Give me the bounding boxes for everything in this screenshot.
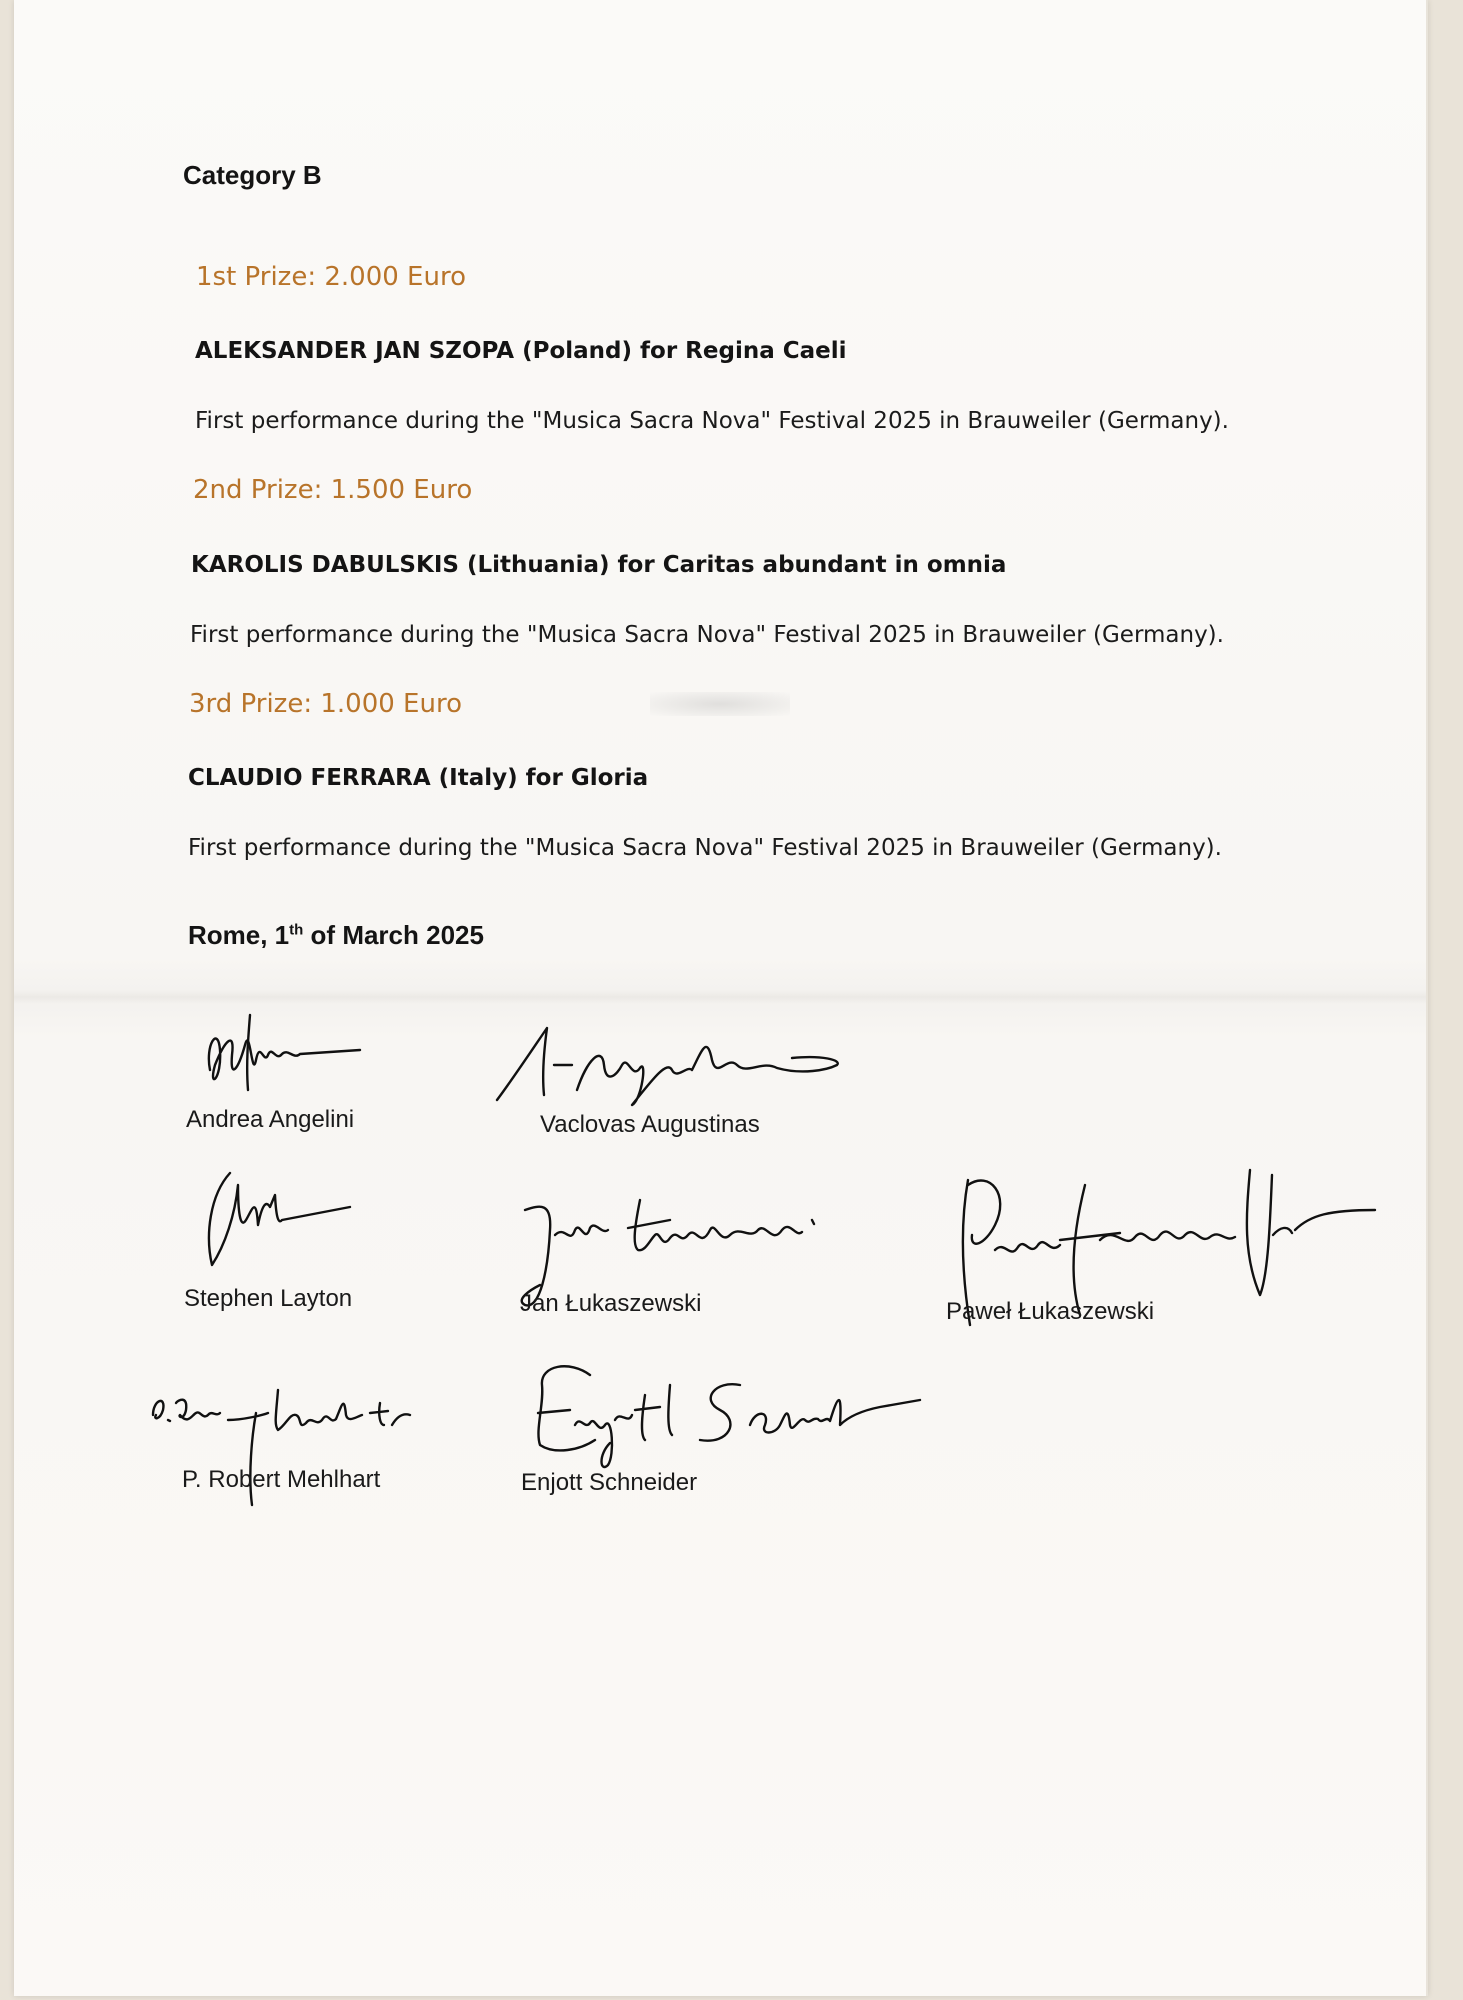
signature-stephen-layton (200, 1165, 360, 1275)
signature-p-robert-mehlhart (148, 1375, 418, 1515)
prize-3-performance: First performance during the "Musica Sacra Nova" Festival 2025 in Brauweiler (Germany). (188, 835, 1222, 861)
signature-enjott-schneider (520, 1355, 930, 1485)
signatory-name: Andrea Angelini (186, 1106, 355, 1133)
prize-3-winner: CLAUDIO FERRARA (Italy) for Gloria (188, 765, 649, 791)
prize-2-performance: First performance during the "Musica Sacra Nova" Festival 2025 in Brauweiler (Germany). (190, 622, 1224, 648)
prize-3-heading: 3rd Prize: 1.000 Euro (189, 689, 462, 719)
document-page (14, 0, 1428, 1996)
prize-2-heading: 2nd Prize: 1.500 Euro (193, 475, 473, 505)
date-prefix: Rome, 1 (188, 920, 290, 950)
ink-smudge (650, 692, 790, 716)
signatory-name: P. Robert Mehlhart (182, 1466, 381, 1493)
signature-vaclovas-augustinas (492, 1020, 852, 1110)
date-superscript: th (289, 921, 304, 939)
signatory-name: Paweł Łukaszewski (946, 1298, 1155, 1325)
prize-1-heading: 1st Prize: 2.000 Euro (196, 262, 466, 292)
date-suffix: of March 2025 (303, 920, 484, 950)
signatory-name: Enjott Schneider (521, 1469, 698, 1496)
paper-fold (14, 990, 1426, 1004)
prize-1-performance: First performance during the "Musica Sacra Nova" Festival 2025 in Brauweiler (Germany). (195, 408, 1229, 434)
prize-2-winner: KAROLIS DABULSKIS (Lithuania) for Caritas abundant in omnia (191, 552, 1007, 578)
signature-andrea-angelini (190, 1010, 370, 1110)
category-heading: Category B (183, 160, 322, 190)
signatory-name: Stephen Layton (184, 1285, 353, 1312)
signatory-name: Vaclovas Augustinas (540, 1111, 760, 1138)
prize-1-winner: ALEKSANDER JAN SZOPA (Poland) for Regina Caeli (195, 338, 847, 364)
place-and-date (188, 920, 484, 951)
signatory-name: Jan Łukaszewski (520, 1290, 702, 1317)
